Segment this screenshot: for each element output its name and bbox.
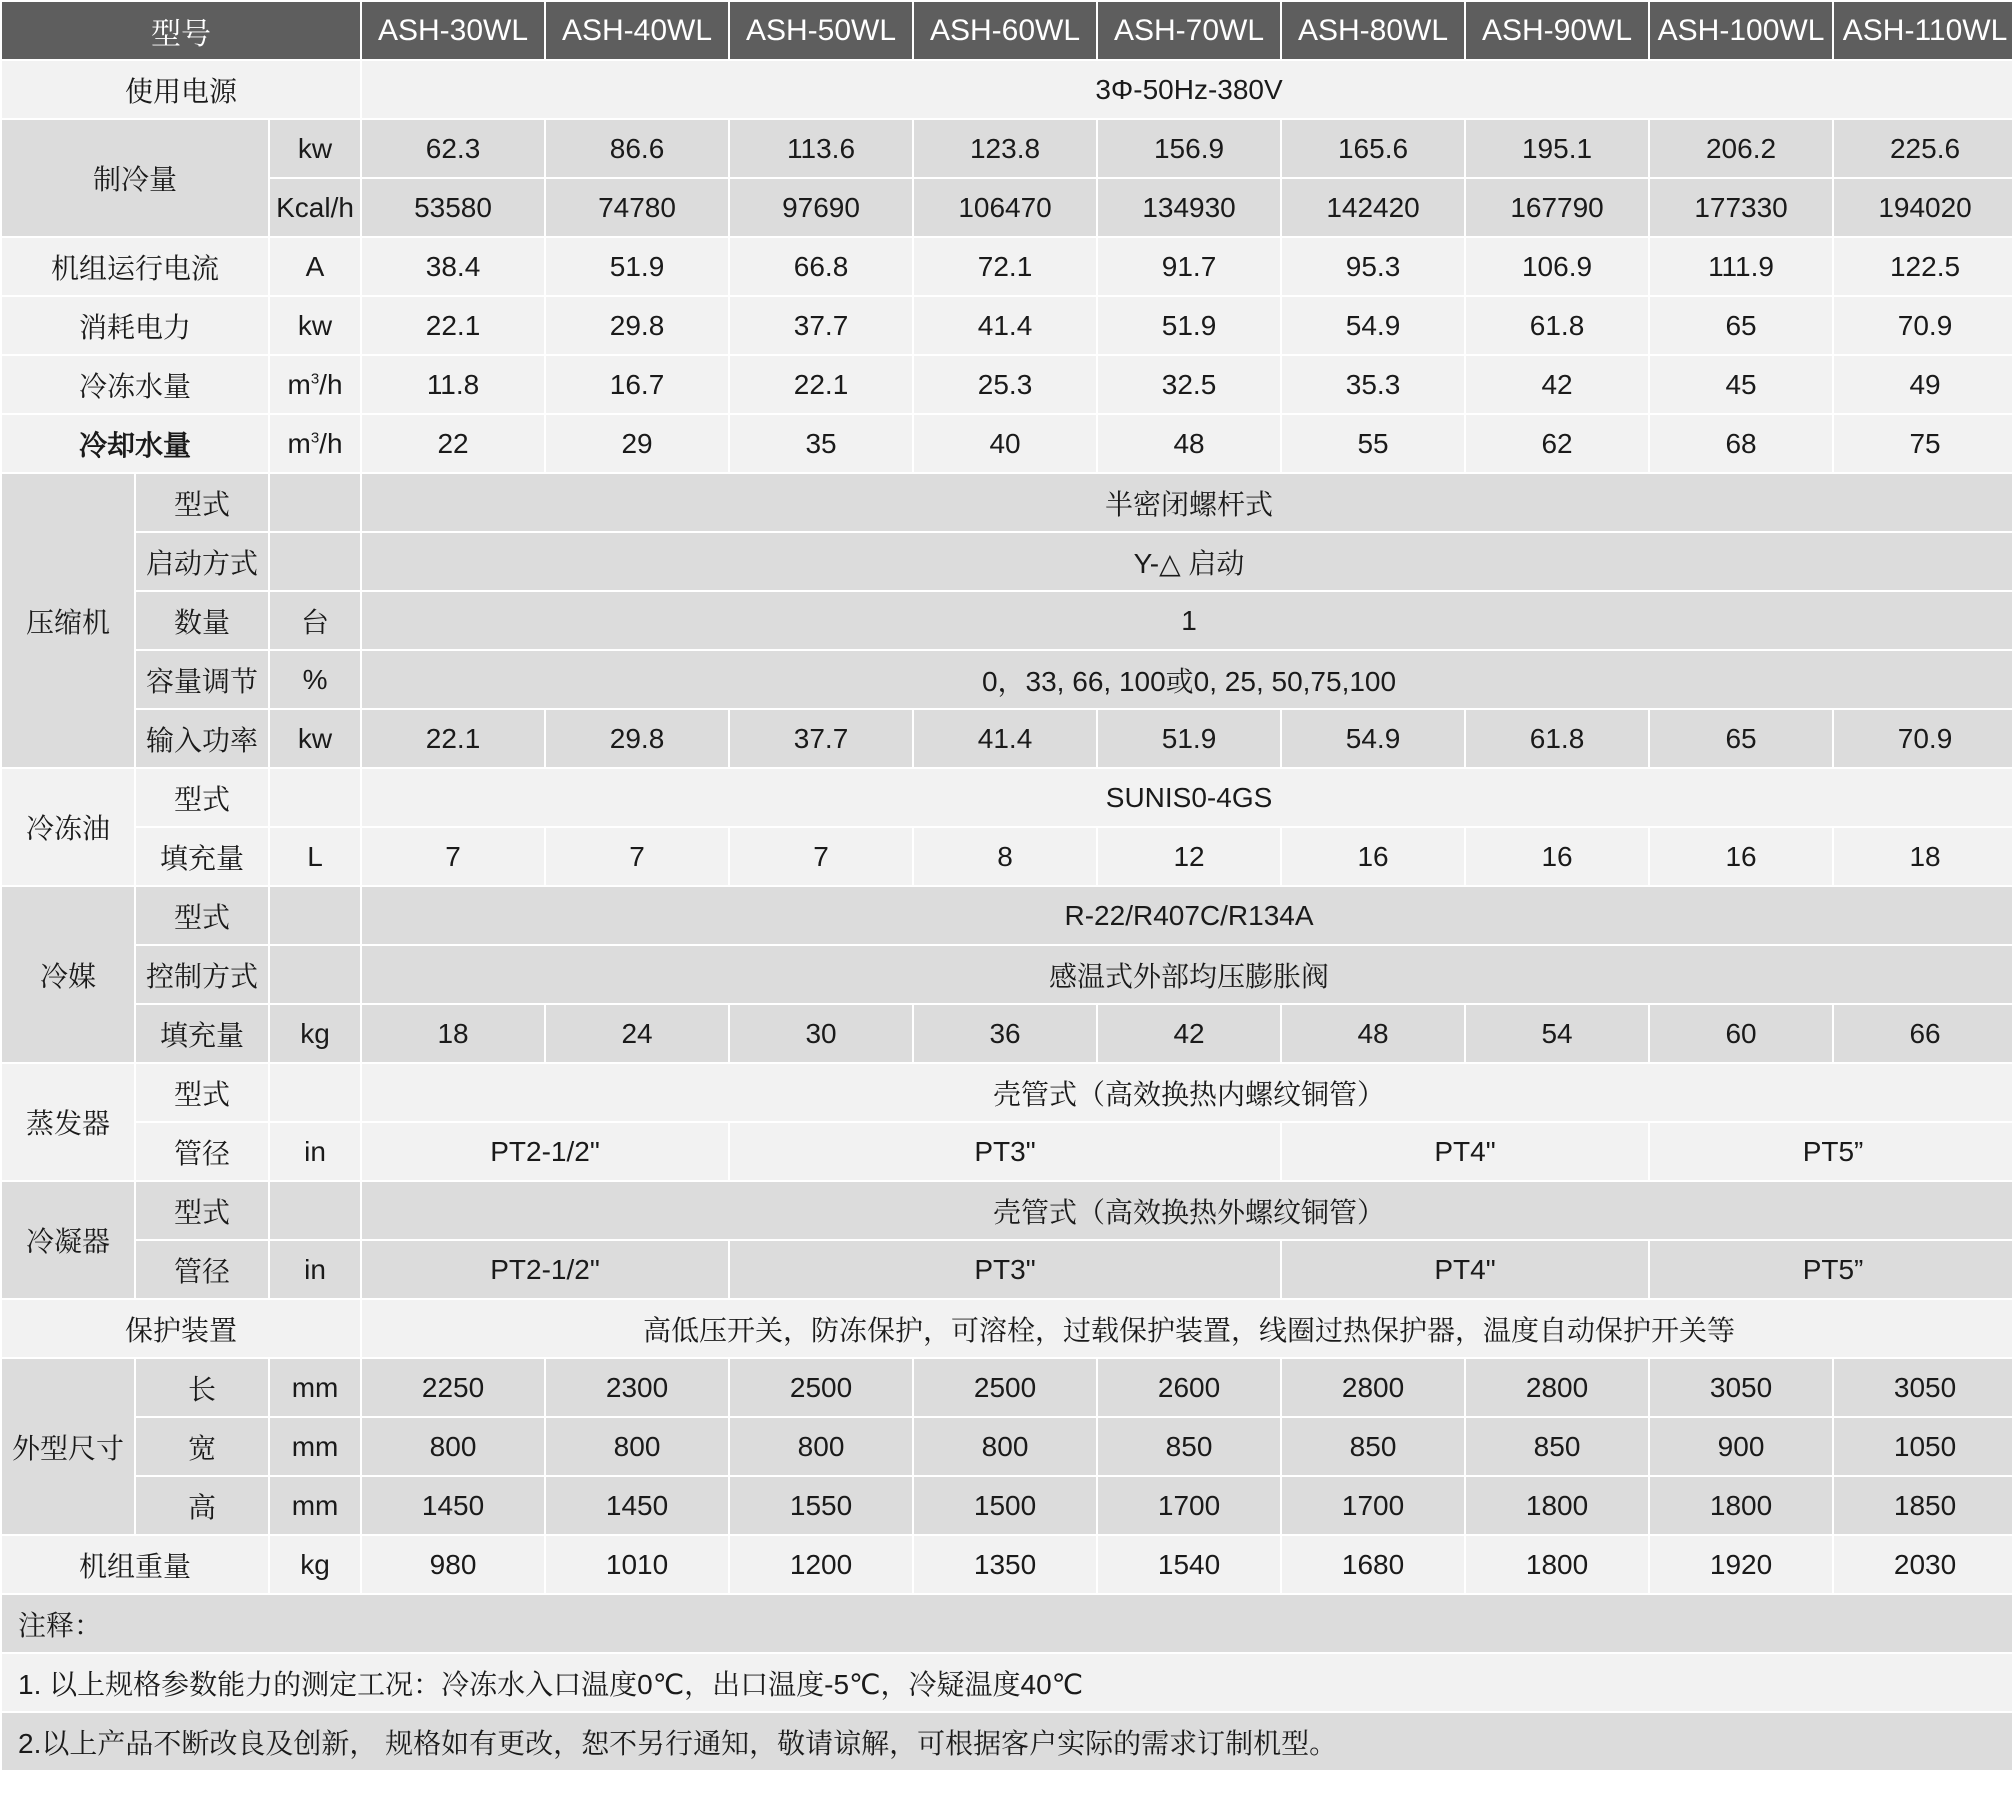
- row-label: 使用电源: [2, 61, 360, 118]
- value-cell: 62: [1466, 415, 1648, 472]
- value-cell: 2500: [914, 1359, 1096, 1416]
- value-cell: 97690: [730, 179, 912, 236]
- value-cell: 51.9: [546, 238, 728, 295]
- row-value: 壳管式（高效换热内螺纹铜管）: [362, 1064, 2012, 1121]
- row-label: 制冷量: [2, 120, 268, 236]
- value-cell: 1680: [1282, 1536, 1464, 1593]
- row-label: 型式: [136, 887, 268, 944]
- value-cell: 86.6: [546, 120, 728, 177]
- group-label: 冷媒: [2, 887, 134, 1062]
- value-cell: 61.8: [1466, 297, 1648, 354]
- chilled-water-row: [2, 356, 2012, 413]
- value-cell: 177330: [1650, 179, 1832, 236]
- unit-cell: [270, 474, 360, 531]
- value-cell: 800: [730, 1418, 912, 1475]
- group-label: 蒸发器: [2, 1064, 134, 1180]
- value-cell: 850: [1466, 1418, 1648, 1475]
- model-name: ASH-80WL: [1282, 2, 1464, 59]
- value-cell: 111.9: [1650, 238, 1832, 295]
- group-label: 冷凝器: [2, 1182, 134, 1298]
- unit-cell: [270, 1064, 360, 1121]
- value-cell: PT2-1/2": [362, 1241, 728, 1298]
- value-cell: 48: [1282, 1005, 1464, 1062]
- condenser-pipe-row: [2, 1241, 2012, 1298]
- value-cell: 2800: [1282, 1359, 1464, 1416]
- row-label: 型式: [136, 1182, 268, 1239]
- value-cell: 74780: [546, 179, 728, 236]
- value-cell: 167790: [1466, 179, 1648, 236]
- value-cell: 980: [362, 1536, 544, 1593]
- value-cell: 18: [362, 1005, 544, 1062]
- value-cell: 36: [914, 1005, 1096, 1062]
- refrigerant-type-row: [2, 887, 2012, 944]
- model-name: ASH-40WL: [546, 2, 728, 59]
- row-value: R-22/R407C/R134A: [362, 887, 2012, 944]
- row-value: 1: [362, 592, 2012, 649]
- compressor-type-row: [2, 474, 2012, 531]
- value-cell: 29.8: [546, 710, 728, 767]
- notes-title: 注释：: [2, 1595, 2012, 1652]
- value-cell: 800: [914, 1418, 1096, 1475]
- value-cell: 51.9: [1098, 710, 1280, 767]
- value-cell: 95.3: [1282, 238, 1464, 295]
- value-cell: 70.9: [1834, 297, 2012, 354]
- power-consumption-row: [2, 297, 2012, 354]
- value-cell: 194020: [1834, 179, 2012, 236]
- value-cell: 850: [1282, 1418, 1464, 1475]
- value-cell: 22: [362, 415, 544, 472]
- unit-cell: in: [270, 1123, 360, 1180]
- value-cell: 800: [362, 1418, 544, 1475]
- value-cell: 68: [1650, 415, 1832, 472]
- weight-row: [2, 1536, 2012, 1593]
- row-label: 宽: [136, 1418, 268, 1475]
- value-cell: 18: [1834, 828, 2012, 885]
- value-cell: 30: [730, 1005, 912, 1062]
- row-label: 容量调节: [136, 651, 268, 708]
- value-cell: 2300: [546, 1359, 728, 1416]
- unit-cell: kg: [270, 1005, 360, 1062]
- value-cell: 61.8: [1466, 710, 1648, 767]
- evaporator-type-row: [2, 1064, 2012, 1121]
- value-cell: 7: [730, 828, 912, 885]
- value-cell: 3050: [1834, 1359, 2012, 1416]
- dimension-length-row: [2, 1359, 2012, 1416]
- unit-base: m: [287, 368, 311, 400]
- value-cell: 45: [1650, 356, 1832, 413]
- value-cell: 156.9: [1098, 120, 1280, 177]
- value-cell: 54: [1466, 1005, 1648, 1062]
- value-cell: 51.9: [1098, 297, 1280, 354]
- row-label: 数量: [136, 592, 268, 649]
- unit-cell: Kcal/h: [270, 179, 360, 236]
- row-label: 长: [136, 1359, 268, 1416]
- row-label: 输入功率: [136, 710, 268, 767]
- value-cell: PT5”: [1650, 1241, 2012, 1298]
- value-cell: 1450: [546, 1477, 728, 1534]
- unit-cell: mm: [270, 1477, 360, 1534]
- value-cell: 62.3: [362, 120, 544, 177]
- value-cell: 37.7: [730, 297, 912, 354]
- value-cell: 1800: [1466, 1477, 1648, 1534]
- value-cell: 54.9: [1282, 710, 1464, 767]
- row-value: Y-△ 启动: [362, 533, 2012, 590]
- value-cell: 113.6: [730, 120, 912, 177]
- row-label: 型式: [136, 769, 268, 826]
- row-label: 管径: [136, 1123, 268, 1180]
- unit-cell: [270, 887, 360, 944]
- row-label: 机组重量: [2, 1536, 268, 1593]
- model-name: ASH-50WL: [730, 2, 912, 59]
- row-value: 壳管式（高效换热外螺纹铜管）: [362, 1182, 2012, 1239]
- value-cell: 7: [362, 828, 544, 885]
- evaporator-pipe-row: [2, 1123, 2012, 1180]
- refrigerant-fill-row: [2, 1005, 2012, 1062]
- value-cell: 1500: [914, 1477, 1096, 1534]
- cooling-water-row: [2, 415, 2012, 472]
- value-cell: 60: [1650, 1005, 1832, 1062]
- value-cell: 225.6: [1834, 120, 2012, 177]
- notes-title-row: [2, 1595, 2012, 1652]
- condenser-type-row: [2, 1182, 2012, 1239]
- value-cell: 16.7: [546, 356, 728, 413]
- value-cell: 32.5: [1098, 356, 1280, 413]
- notes-line-row: [2, 1654, 2012, 1711]
- value-cell: 53580: [362, 179, 544, 236]
- value-cell: 54.9: [1282, 297, 1464, 354]
- unit-cell: kw: [270, 120, 360, 177]
- value-cell: 800: [546, 1418, 728, 1475]
- value-cell: 122.5: [1834, 238, 2012, 295]
- group-label: 压缩机: [2, 474, 134, 767]
- row-label: 保护装置: [2, 1300, 360, 1357]
- value-cell: 35: [730, 415, 912, 472]
- value-cell: 165.6: [1282, 120, 1464, 177]
- compressor-input-row: [2, 710, 2012, 767]
- value-cell: 16: [1466, 828, 1648, 885]
- compressor-start-row: [2, 533, 2012, 590]
- compressor-qty-row: [2, 592, 2012, 649]
- value-cell: 66: [1834, 1005, 2012, 1062]
- oil-fill-row: [2, 828, 2012, 885]
- value-cell: 206.2: [1650, 120, 1832, 177]
- unit-cell: [270, 356, 360, 413]
- value-cell: 66.8: [730, 238, 912, 295]
- value-cell: PT4": [1282, 1241, 1648, 1298]
- value-cell: 41.4: [914, 297, 1096, 354]
- notes-line-row: [2, 1713, 2012, 1770]
- row-label: 型式: [136, 474, 268, 531]
- row-value: 感温式外部均压膨胀阀: [362, 946, 2012, 1003]
- oil-type-row: [2, 769, 2012, 826]
- value-cell: 2250: [362, 1359, 544, 1416]
- value-cell: 134930: [1098, 179, 1280, 236]
- value-cell: 65: [1650, 297, 1832, 354]
- row-label: 控制方式: [136, 946, 268, 1003]
- row-label: 启动方式: [136, 533, 268, 590]
- value-cell: 2600: [1098, 1359, 1280, 1416]
- unit-base: m: [287, 427, 311, 459]
- value-cell: 106470: [914, 179, 1096, 236]
- unit-cell: [270, 769, 360, 826]
- value-cell: 1050: [1834, 1418, 2012, 1475]
- row-value: SUNIS0-4GS: [362, 769, 2012, 826]
- value-cell: 2030: [1834, 1536, 2012, 1593]
- value-cell: 850: [1098, 1418, 1280, 1475]
- value-cell: 75: [1834, 415, 2012, 472]
- model-name: ASH-100WL: [1650, 2, 1832, 59]
- unit-sup: 3: [310, 370, 320, 388]
- model-name: ASH-30WL: [362, 2, 544, 59]
- value-cell: 12: [1098, 828, 1280, 885]
- value-cell: PT5”: [1650, 1123, 2012, 1180]
- value-cell: 1350: [914, 1536, 1096, 1593]
- unit-cell: 台: [270, 592, 360, 649]
- cooling-capacity-kw-row: [2, 120, 2012, 177]
- model-name: ASH-110WL: [1834, 2, 2012, 59]
- row-label: 冷却水量: [2, 415, 268, 472]
- value-cell: 55: [1282, 415, 1464, 472]
- value-cell: 900: [1650, 1418, 1832, 1475]
- value-cell: 16: [1650, 828, 1832, 885]
- value-cell: 1800: [1466, 1536, 1648, 1593]
- unit-cell: in: [270, 1241, 360, 1298]
- value-cell: 24: [546, 1005, 728, 1062]
- protection-row: [2, 1300, 2012, 1357]
- value-cell: PT4": [1282, 1123, 1648, 1180]
- value-cell: 41.4: [914, 710, 1096, 767]
- unit-cell: kg: [270, 1536, 360, 1593]
- value-cell: 7: [546, 828, 728, 885]
- row-label: 型式: [136, 1064, 268, 1121]
- row-label: 冷冻水量: [2, 356, 268, 413]
- value-cell: 1920: [1650, 1536, 1832, 1593]
- model-name: ASH-60WL: [914, 2, 1096, 59]
- value-cell: 1200: [730, 1536, 912, 1593]
- row-label: 填充量: [136, 1005, 268, 1062]
- row-label: 高: [136, 1477, 268, 1534]
- row-label: 填充量: [136, 828, 268, 885]
- value-cell: 40: [914, 415, 1096, 472]
- value-cell: PT3": [730, 1241, 1280, 1298]
- value-cell: 65: [1650, 710, 1832, 767]
- value-cell: 1540: [1098, 1536, 1280, 1593]
- notes-line: 2.以上产品不断改良及创新， 规格如有更改，恕不另行通知，敬请谅解，可根据客户实际的需求订制机型。: [2, 1713, 2012, 1770]
- value-cell: 142420: [1282, 179, 1464, 236]
- value-cell: 1700: [1098, 1477, 1280, 1534]
- refrigerant-control-row: [2, 946, 2012, 1003]
- cooling-capacity-kcal-row: [2, 179, 2012, 236]
- value-cell: 2800: [1466, 1359, 1648, 1416]
- row-label: 机组运行电流: [2, 238, 268, 295]
- value-cell: 22.1: [730, 356, 912, 413]
- unit-cell: A: [270, 238, 360, 295]
- value-cell: 1700: [1282, 1477, 1464, 1534]
- value-cell: 1010: [546, 1536, 728, 1593]
- value-cell: 35.3: [1282, 356, 1464, 413]
- value-cell: 1450: [362, 1477, 544, 1534]
- unit-tail: /h: [319, 427, 343, 459]
- value-cell: 38.4: [362, 238, 544, 295]
- value-cell: 29.8: [546, 297, 728, 354]
- value-cell: 72.1: [914, 238, 1096, 295]
- unit-cell: kw: [270, 710, 360, 767]
- value-cell: 91.7: [1098, 238, 1280, 295]
- value-cell: 49: [1834, 356, 2012, 413]
- unit-cell: [270, 533, 360, 590]
- value-cell: 195.1: [1466, 120, 1648, 177]
- row-value: 0，33, 66, 100或0, 25, 50,75,100: [362, 651, 2012, 708]
- value-cell: PT2-1/2": [362, 1123, 728, 1180]
- unit-tail: /h: [319, 368, 343, 400]
- value-cell: 37.7: [730, 710, 912, 767]
- value-cell: 11.8: [362, 356, 544, 413]
- unit-cell: mm: [270, 1359, 360, 1416]
- unit-cell: [270, 415, 360, 472]
- group-label: 外型尺寸: [2, 1359, 134, 1534]
- unit-sup: 3: [310, 429, 320, 447]
- value-cell: 42: [1098, 1005, 1280, 1062]
- unit-cell: %: [270, 651, 360, 708]
- unit-cell: mm: [270, 1418, 360, 1475]
- value-cell: 42: [1466, 356, 1648, 413]
- row-label: 消耗电力: [2, 297, 268, 354]
- power-source-row: [2, 61, 2012, 118]
- unit-cell: [270, 946, 360, 1003]
- dimension-height-row: [2, 1477, 2012, 1534]
- model-label: 型号: [2, 2, 360, 59]
- value-cell: 16: [1282, 828, 1464, 885]
- compressor-capacity-row: [2, 651, 2012, 708]
- notes-line: 1. 以上规格参数能力的测定工况：冷冻水入口温度0℃，出口温度-5℃，冷疑温度40℃: [2, 1654, 2012, 1711]
- row-label: 管径: [136, 1241, 268, 1298]
- unit-cell: L: [270, 828, 360, 885]
- value-cell: PT3": [730, 1123, 1280, 1180]
- value-cell: 70.9: [1834, 710, 2012, 767]
- row-value: 3Φ-50Hz-380V: [362, 61, 2012, 118]
- running-current-row: [2, 238, 2012, 295]
- value-cell: 1850: [1834, 1477, 2012, 1534]
- value-cell: 2500: [730, 1359, 912, 1416]
- value-cell: 22.1: [362, 297, 544, 354]
- value-cell: 48: [1098, 415, 1280, 472]
- group-label: 冷冻油: [2, 769, 134, 885]
- value-cell: 123.8: [914, 120, 1096, 177]
- unit-cell: kw: [270, 297, 360, 354]
- header-row: [2, 2, 2012, 59]
- row-value: 高低压开关，防冻保护，可溶栓，过载保护装置，线圈过热保护器，温度自动保护开关等: [362, 1300, 2012, 1357]
- value-cell: 22.1: [362, 710, 544, 767]
- dimension-width-row: [2, 1418, 2012, 1475]
- value-cell: 3050: [1650, 1359, 1832, 1416]
- value-cell: 1550: [730, 1477, 912, 1534]
- model-name: ASH-90WL: [1466, 2, 1648, 59]
- value-cell: 106.9: [1466, 238, 1648, 295]
- value-cell: 25.3: [914, 356, 1096, 413]
- row-value: 半密闭螺杆式: [362, 474, 2012, 531]
- model-name: ASH-70WL: [1098, 2, 1280, 59]
- value-cell: 1800: [1650, 1477, 1832, 1534]
- unit-cell: [270, 1182, 360, 1239]
- value-cell: 8: [914, 828, 1096, 885]
- value-cell: 29: [546, 415, 728, 472]
